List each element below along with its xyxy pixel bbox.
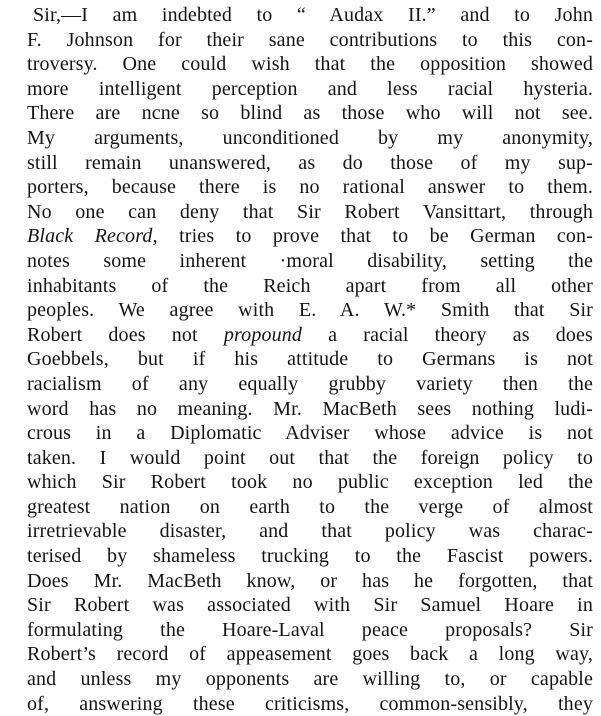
letter-text: My arguments, unconditioned by my anonymity, bbox=[27, 126, 593, 149]
letter-text: Goebbels, but if his attitude to Germans is not bbox=[27, 348, 593, 371]
letter-line bbox=[27, 52, 593, 77]
letter-text: No one can deny that Sir Robert Vansittart, through bbox=[27, 200, 593, 223]
letter-text: There are ncne so blind as those who will not see. bbox=[27, 102, 593, 125]
letter-text: F. Johnson for their sane contributions to this con- bbox=[27, 28, 593, 51]
letter-text: tries to prove that to be German con- bbox=[157, 225, 593, 248]
letter-text: peoples. We agree with E. A. W.* Smith that Sir bbox=[27, 299, 593, 322]
letter-text: which Sir Robert took no public exception led the bbox=[27, 471, 593, 494]
letter-line bbox=[27, 175, 593, 200]
letter-text: Robert’s record of appeasement goes back a long way, bbox=[27, 643, 593, 666]
letter-text: irretrievable disaster, and that policy was charac- bbox=[27, 520, 593, 543]
letter-text: Sir Robert was associated with Sir Samuel Hoare in bbox=[27, 594, 593, 617]
letter-line bbox=[27, 151, 593, 176]
letter-line bbox=[27, 249, 593, 274]
letter-text: terised by shameless trucking to the Fascist powers. bbox=[27, 545, 593, 568]
letter-text: still remain unanswered, as do those of my sup- bbox=[27, 151, 593, 174]
letter-line bbox=[27, 224, 593, 249]
letter-text: inhabitants of the Reich apart from all other bbox=[27, 274, 593, 297]
letter-text: taken. I would point out that the foreign policy to bbox=[27, 446, 593, 469]
letter-text: a racial theory as does bbox=[302, 323, 593, 346]
letter-line bbox=[27, 544, 593, 569]
letter-line bbox=[27, 101, 593, 126]
letter-text: racialism of any equally grubby variety then the bbox=[27, 372, 593, 395]
letter-text: notes some inherent ·moral disability, setting the bbox=[27, 249, 593, 272]
letter-line bbox=[27, 200, 593, 225]
letter-text: troversy. One could wish that the opposition showed bbox=[27, 53, 593, 76]
letter-text: and unless my opponents are willing to, or capable bbox=[27, 668, 593, 691]
letter-line bbox=[27, 618, 593, 643]
letter-line bbox=[27, 569, 593, 594]
letter-text: word has no meaning. Mr. MacBeth sees nothing ludi- bbox=[27, 397, 593, 420]
letter-text: porters, because there is no rational answer to them. bbox=[27, 176, 593, 199]
letter-line bbox=[27, 495, 593, 520]
letter-line bbox=[27, 421, 593, 446]
letter-line bbox=[27, 593, 593, 618]
letter-text-column bbox=[27, 3, 593, 716]
letter-line bbox=[27, 126, 593, 151]
letter-line bbox=[27, 397, 593, 422]
letter-text: Robert does not bbox=[27, 323, 224, 346]
italic-title-text: propound bbox=[223, 323, 303, 346]
letter-line bbox=[27, 667, 593, 692]
letter-text: more intelligent perception and less racial hysteria. bbox=[27, 77, 593, 100]
letter-line bbox=[27, 298, 593, 323]
letter-line bbox=[27, 372, 593, 397]
letter-line bbox=[27, 77, 593, 102]
letter-line bbox=[27, 642, 593, 667]
letter-text: Sir,—I am indebted to “ Audax II.” and to John bbox=[33, 4, 593, 26]
letter-line bbox=[27, 692, 593, 716]
letter-text: crous in a Diplomatic Adviser whose advice is not bbox=[27, 422, 593, 445]
letter-line bbox=[27, 323, 593, 348]
letter-line bbox=[27, 3, 593, 28]
letter-line bbox=[27, 470, 593, 495]
letter-line bbox=[27, 28, 593, 53]
letter-text: greatest nation on earth to the verge of almost bbox=[27, 495, 593, 518]
letter-text: Does Mr. MacBeth know, or has he forgotten, that bbox=[27, 569, 593, 592]
letter-text: of, answering these criticisms, common-sensibly, they bbox=[27, 692, 593, 715]
letter-line bbox=[27, 347, 593, 372]
letter-line bbox=[27, 274, 593, 299]
italic-title-text: Black Record, bbox=[27, 225, 158, 248]
letter-text: formulating the Hoare-Laval peace proposals? Sir bbox=[27, 618, 593, 641]
letter-line bbox=[27, 446, 593, 471]
letter-line bbox=[27, 519, 593, 544]
